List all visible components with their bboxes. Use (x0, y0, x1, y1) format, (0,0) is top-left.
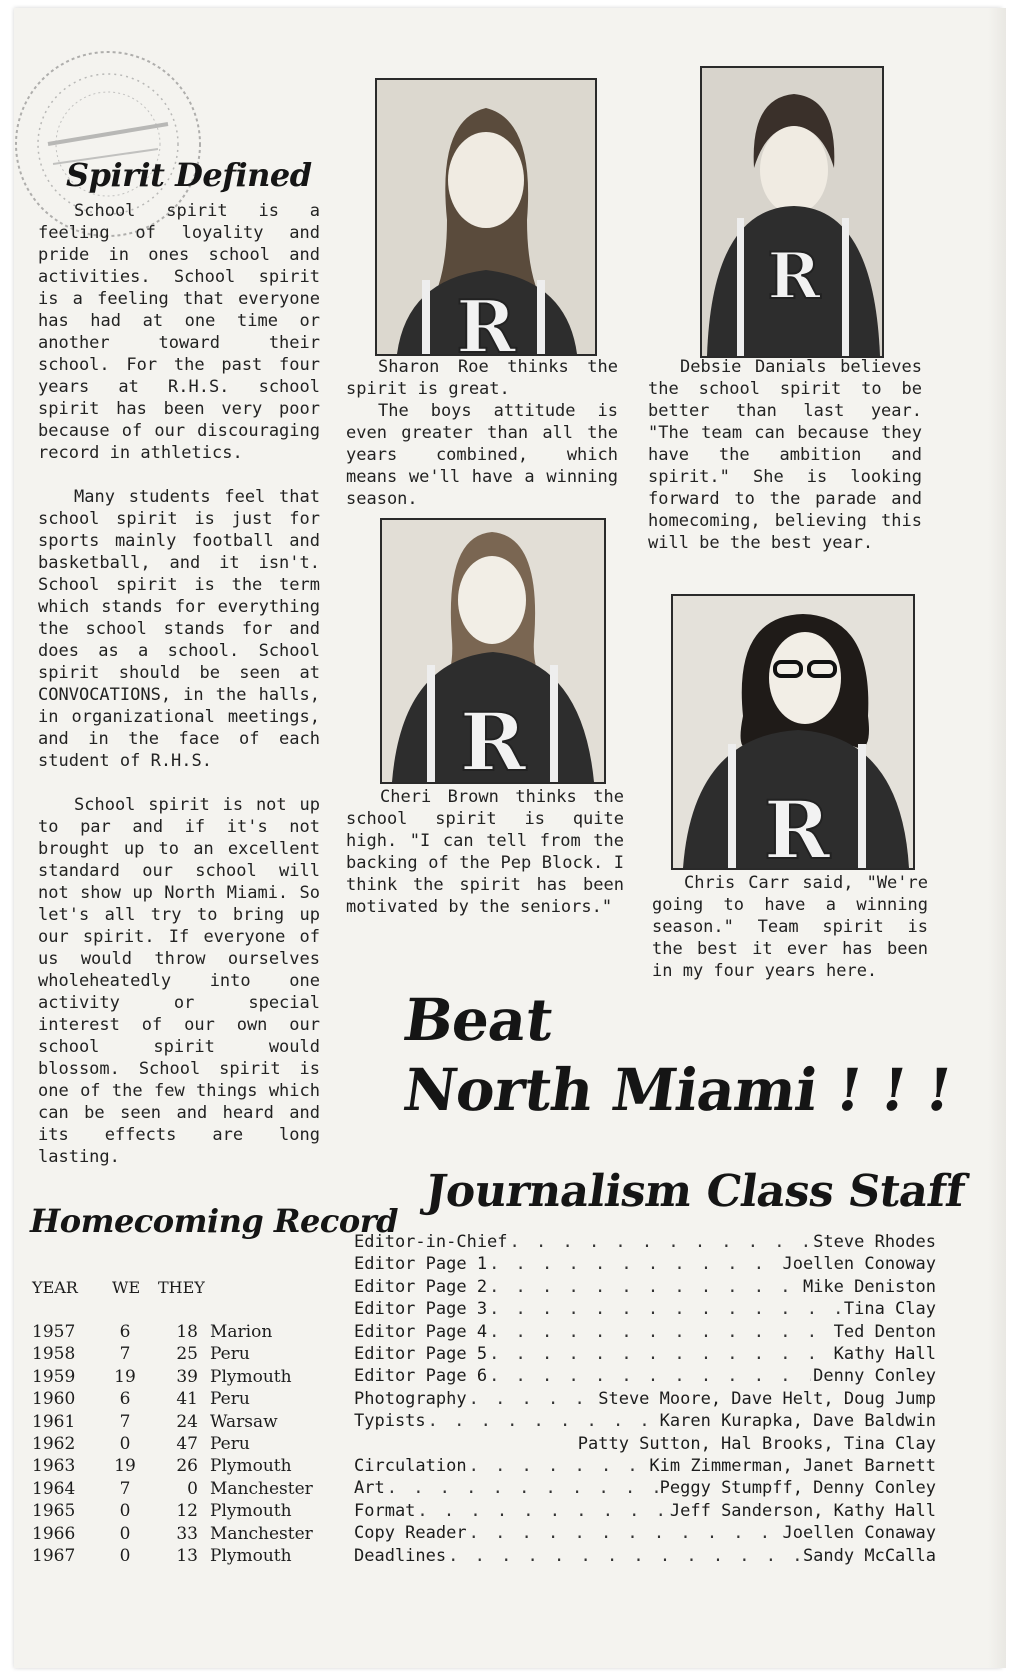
staff-row (354, 1546, 936, 1568)
photo-chris-carr (671, 594, 915, 870)
record-row (32, 1456, 332, 1478)
staff-role: Editor Page 6 (354, 1366, 488, 1387)
staff-row (354, 1478, 936, 1500)
staff-row (354, 1411, 936, 1433)
spirit-paragraph-3: School spirit is not up to par and if it's not brought up to an excellent standard our school will not show up North Miami. So let's all try to bring up our spirit. If everyone of us would throw ourselves wholeheatedly into one activity or special interest of our own our school spirit would blossom. School spirit is one of the few things which can be seen and heard and its effects are long lasting. (38, 795, 320, 1167)
svg-text:R: R (459, 695, 527, 782)
record-opp: Plymouth (210, 1366, 292, 1387)
staff-role: Editor Page 4 (354, 1321, 488, 1342)
staff-role: Editor Page 5 (354, 1344, 488, 1364)
dot-leader (469, 1456, 648, 1476)
record-we: 0 (119, 1523, 131, 1544)
staff-role: Editor-in-Chief (354, 1232, 508, 1252)
staff-name: Peggy Stumpff, Denny Conley (659, 1478, 936, 1499)
portrait-image (673, 596, 913, 868)
staff-role: Editor Page 1 (354, 1254, 488, 1275)
record-they: 18 (176, 1322, 198, 1342)
portrait-image (702, 68, 882, 356)
record-row (32, 1501, 332, 1523)
record-opp: Plymouth (210, 1501, 292, 1522)
staff-name: Kathy Hall (833, 1344, 936, 1364)
record-we: 7 (119, 1411, 131, 1432)
dot-leader (428, 1411, 658, 1431)
record-year: 1958 (32, 1344, 76, 1365)
record-year: 1967 (32, 1546, 76, 1566)
record-year: 1962 (32, 1434, 76, 1454)
record-row (32, 1389, 332, 1411)
record-they: 24 (176, 1411, 198, 1432)
dot-leader (489, 1344, 832, 1364)
record-row (32, 1434, 332, 1456)
record-we: 7 (119, 1478, 131, 1499)
record-we: 6 (119, 1389, 131, 1410)
caption-sharon-roe-1: Sharon Roe thinks the spirit is great. (346, 357, 618, 399)
photo-sharon-roe (375, 78, 597, 356)
staff-name: Ted Denton (833, 1321, 936, 1342)
dot-leader (510, 1232, 812, 1252)
staff-name: Steve Rhodes (813, 1232, 936, 1252)
record-year: 1966 (32, 1523, 76, 1544)
record-they: 12 (176, 1501, 198, 1522)
record-year: 1960 (32, 1389, 76, 1410)
record-year: 1964 (32, 1478, 76, 1499)
staff-name-continued: Patty Sutton, Hal Brooks, Tina Clay (577, 1433, 936, 1454)
portrait-image (377, 80, 595, 354)
record-opp: Peru (210, 1389, 250, 1410)
col-we: WE (112, 1278, 141, 1297)
record-we: 19 (114, 1456, 136, 1477)
dot-leader (489, 1322, 832, 1342)
record-they: 33 (176, 1523, 198, 1544)
record-year: 1957 (32, 1322, 76, 1342)
homecoming-record-heading: Homecoming Record (30, 1202, 398, 1240)
record-opp: Plymouth (210, 1456, 292, 1477)
record-we: 7 (119, 1344, 131, 1365)
svg-text:R: R (763, 783, 831, 868)
svg-text:R: R (767, 239, 821, 314)
beat-headline-line-1: Beat (399, 986, 558, 1054)
staff-row (354, 1322, 936, 1344)
caption-cheri-brown: Cheri Brown thinks the school spirit is quite high. "I can tell from the backing of the Pep Block. I think the spirit has been motivated by the seniors." (346, 787, 624, 917)
staff-name: Mike Deniston (802, 1276, 936, 1297)
record-opp: Peru (210, 1344, 250, 1365)
dot-leader (489, 1366, 811, 1386)
staff-role: Art (354, 1478, 385, 1499)
record-row (32, 1367, 332, 1389)
record-opp: Manchester (210, 1523, 313, 1544)
caption-chris-carr: Chris Carr said, "We're going to have a winning season." Team spirit is the best it ever has been in my four years here. (652, 873, 928, 981)
spirit-heading: Spirit Defined (66, 156, 312, 194)
staff-row (354, 1389, 936, 1411)
record-year: 1961 (32, 1411, 76, 1432)
staff-role: Photography (354, 1388, 467, 1409)
photo-cheri-brown (380, 518, 606, 784)
dot-leader (489, 1277, 801, 1297)
svg-text:R: R (456, 284, 516, 354)
staff-name: Sandy McCalla (802, 1545, 936, 1566)
staff-row (354, 1299, 936, 1321)
staff-name: Karen Kurapka, Dave Baldwin (659, 1411, 936, 1432)
staff-row (354, 1232, 936, 1254)
beat-headline-line-2: North Miami ! ! ! (399, 1056, 956, 1124)
staff-role: Copy Reader (354, 1523, 467, 1544)
record-they: 41 (176, 1389, 198, 1410)
record-they: 39 (176, 1366, 198, 1387)
caption-sharon-roe-2: The boys attitude is even greater than all the years combined, which means we'll have a winning season. (346, 401, 618, 509)
record-opp: Peru (210, 1434, 250, 1454)
record-opp: Plymouth (210, 1546, 292, 1566)
record-header-row (32, 1278, 332, 1300)
staff-row (354, 1344, 936, 1366)
staff-name: Denny Conley (813, 1366, 936, 1387)
dot-leader (489, 1254, 780, 1274)
staff-row (354, 1277, 936, 1299)
staff-name: Kim Zimmerman, Janet Barnett (649, 1456, 936, 1476)
photo-debsie-danials (700, 66, 884, 358)
record-row (32, 1524, 332, 1546)
record-opp: Warsaw (210, 1411, 278, 1432)
staff-name: Joellen Conaway (782, 1523, 936, 1544)
record-they: 26 (176, 1456, 198, 1477)
portrait-image (382, 520, 604, 782)
record-they: 13 (176, 1546, 198, 1566)
dot-leader (417, 1501, 667, 1521)
caption-debsie-danials: Debsie Danials believes the school spirit to be better than last year. "The team can because they have the ambition and spirit." She is looking forward to the parade and homecoming, believing this will be the best year. (648, 357, 922, 553)
dot-leader (489, 1299, 842, 1319)
record-opp: Marion (210, 1322, 273, 1342)
record-they: 47 (176, 1434, 198, 1454)
staff-name: Tina Clay (843, 1299, 936, 1320)
col-year: YEAR (32, 1278, 78, 1297)
staff-name: Jeff Sanderson, Kathy Hall (669, 1500, 936, 1521)
record-we: 0 (119, 1501, 131, 1522)
staff-role: Editor Page 3 (354, 1299, 488, 1320)
staff-role: Format (354, 1500, 416, 1521)
record-year: 1963 (32, 1456, 76, 1477)
page-edge (988, 8, 1006, 1668)
spirit-paragraph-2: Many students feel that school spirit is just for sports mainly football and basketball, and it isn't. School spirit is the term which stands for everything the school stands for and does as a school. School spirit should be seen at CONVOCATIONS, in the halls, in organizational meetings, and in the face of each student of R.H.S. (38, 487, 320, 771)
staff-name: Joellen Conoway (782, 1254, 936, 1275)
record-row (32, 1546, 332, 1568)
staff-row (354, 1523, 936, 1545)
record-we: 0 (119, 1546, 131, 1566)
col-they: THEY (158, 1278, 205, 1297)
dot-leader (387, 1478, 658, 1498)
dot-leader (469, 1389, 597, 1409)
record-row (32, 1479, 332, 1501)
spirit-paragraph-1: School spirit is a feeling of loyality and pride in ones school and activities. School spirit is a feeling that everyone has had at one time or another toward their school. For the past four years at R.H.S. school spirit has been very poor because of our discouraging record in athletics. (38, 201, 320, 463)
record-year: 1965 (32, 1501, 76, 1522)
record-row (32, 1412, 332, 1434)
staff-name: Steve Moore, Dave Helt, Doug Jump (598, 1388, 936, 1409)
record-year: 1959 (32, 1366, 76, 1387)
staff-row (354, 1501, 936, 1523)
dot-leader (469, 1523, 781, 1543)
staff-row (354, 1254, 936, 1276)
staff-heading: Journalism Class Staff (422, 1166, 969, 1217)
record-we: 19 (114, 1366, 136, 1387)
record-they: 0 (187, 1478, 198, 1499)
record-opp: Manchester (210, 1478, 313, 1499)
dot-leader (448, 1546, 801, 1566)
staff-role: Typists (354, 1411, 426, 1432)
staff-row (354, 1456, 936, 1478)
record-they: 25 (176, 1344, 198, 1365)
record-we: 6 (119, 1322, 131, 1342)
record-row (32, 1322, 332, 1344)
staff-role: Deadlines (354, 1545, 447, 1566)
record-row (32, 1344, 332, 1366)
record-we: 0 (119, 1434, 131, 1454)
staff-row (354, 1366, 936, 1388)
staff-role: Editor Page 2 (354, 1276, 488, 1297)
staff-role: Circulation (354, 1456, 467, 1476)
